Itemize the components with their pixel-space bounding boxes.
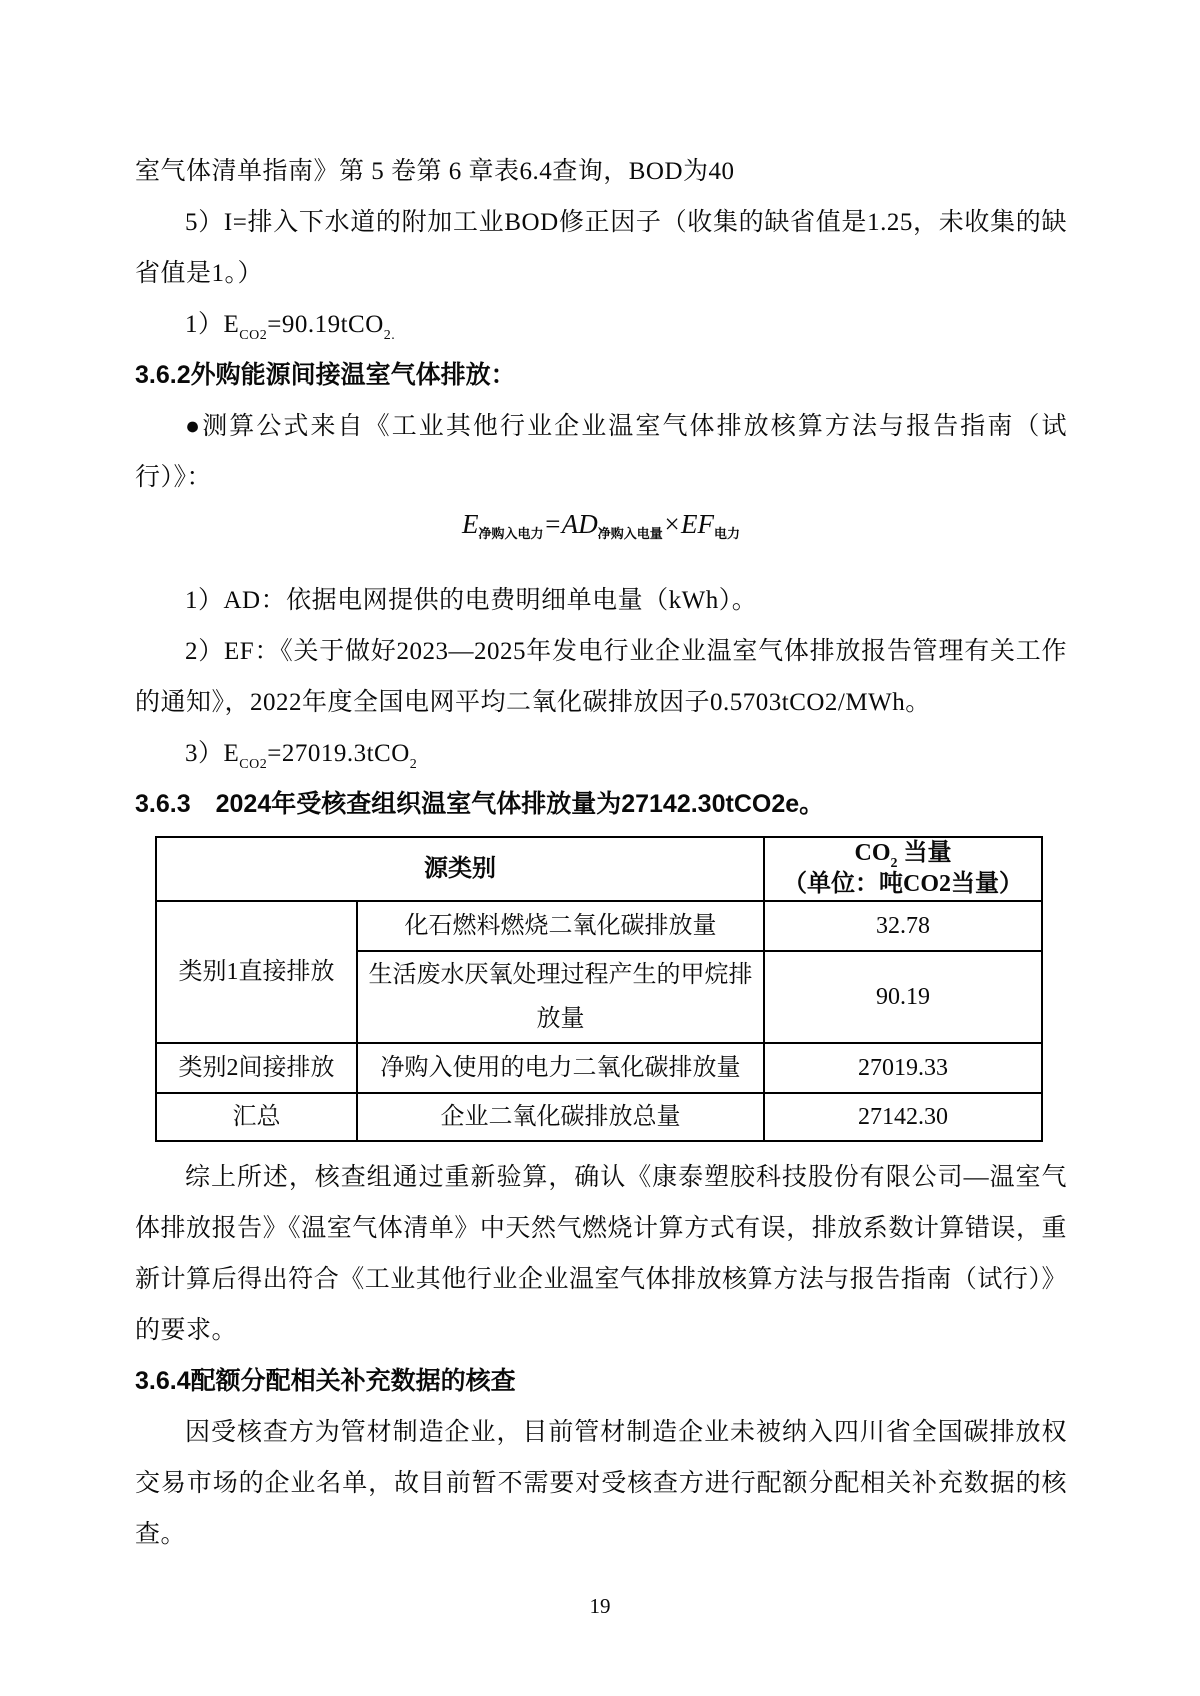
item-ad-definition: 1）AD：依据电网提供的电费明细单电量（kWh）。 [185, 587, 758, 614]
table-row [156, 1093, 1042, 1141]
cell-wastewater-value: 90.19 [764, 951, 1042, 1043]
cell-electricity-item: 净购入使用的电力二氧化碳排放量 [357, 1043, 764, 1093]
paragraph-conclusion: 综上所述，核查组通过重新验算，确认《康泰塑胶科技股份有限公司—温室气体排放报告》《温室气体清单》中天然气燃烧计算方式有误，排放系数计算错误，重新计算后得出符合《工业其他行业企业温室气体排放核算方法与报告指南（试行）》的要求。 [135, 1164, 1067, 1344]
electricity-emission-formula: $E_{净购入电力}=AD_{净购入电量}\times EF_{电力}$ [462, 509, 740, 541]
heading-3-6-4: 3.6.4配额分配相关补充数据的核查 [135, 1367, 516, 1395]
header-source-category: 源类别 [156, 837, 764, 901]
eco2-90-pre: 1）E [185, 311, 240, 338]
eco2-27019-unit-subscript: 2 [409, 757, 418, 772]
formula-sub-purchased-power: 净购入电力 [478, 526, 544, 541]
emissions-summary-table [155, 836, 1043, 1142]
heading-3-6-3: 3.6.3 2024年受核查组织温室气体排放量为27142.30tCO2e。 [135, 790, 825, 818]
heading-3-6-2: 3.6.2外购能源间接温室气体排放： [135, 361, 516, 389]
paragraph-quota-check: 因受核查方为管材制造企业，目前管材制造企业未被纳入四川省全国碳排放权交易市场的企业名单，故目前暂不需要对受核查方进行配额分配相关补充数据的核查。 [135, 1419, 1067, 1548]
formula-source-text: 测算公式来自《工业其他行业企业温室气体排放核算方法与报告指南（试行）》： [135, 413, 1067, 491]
eco2-27019-subscript: CO2 [239, 757, 268, 772]
formula-block [135, 503, 1067, 575]
co2-subscript: 2 [890, 856, 898, 871]
eco2-90-unit-subscript: 2. [383, 328, 396, 343]
formula-sub-electricity: 电力 [713, 526, 740, 541]
table-header-row [156, 837, 1042, 901]
cell-total-item: 企业二氧化碳排放总量 [357, 1093, 764, 1141]
cell-category1-direct: 类别1直接排放 [156, 901, 357, 1043]
cell-fossil-fuel-item: 化石燃料燃烧二氧化碳排放量 [357, 901, 764, 951]
item-ef-definition: 2）EF：《关于做好2023—2025年发电行业企业温室气体排放报告管理有关工作的通知》，2022年度全国电网平均二氧化碳排放因子0.5703tCO2/MWh。 [135, 638, 1067, 716]
paragraph-formula-source [135, 401, 1067, 503]
line-eco2-27019 [135, 728, 1067, 779]
table-row [156, 1043, 1042, 1093]
eco2-27019-value: =27019.3tCO [267, 740, 410, 767]
table-row [156, 901, 1042, 951]
cell-wastewater-item: 生活废水厌氧处理过程产生的甲烷排放量 [357, 951, 764, 1043]
cell-total-value: 27142.30 [764, 1093, 1042, 1141]
formula-sub-purchased-amount: 净购入电量 [597, 526, 663, 541]
cell-electricity-value: 27019.33 [764, 1043, 1042, 1093]
paragraph-bod-factor: 5）I=排入下水道的附加工业BOD修正因子（收集的缺省值是1.25，未收集的缺省值是1。） [135, 209, 1067, 287]
bullet-icon: ● [185, 413, 203, 440]
cell-category2-indirect: 类别2间接排放 [156, 1043, 357, 1093]
page-number: 19 [589, 1594, 611, 1618]
eco2-90-value: =90.19tCO [267, 311, 384, 338]
eco2-90-subscript: CO2 [239, 328, 268, 343]
document-content [135, 146, 1067, 1560]
co2-equivalent-label: $CO_2$ 当量 [854, 840, 952, 871]
paragraph-bod-reference: 室气体清单指南》第 5 卷第 6 章表6.4查询，BOD为40 [135, 158, 735, 185]
co2-unit-label: （单位：吨CO2当量） [783, 871, 1023, 897]
cell-fossil-fuel-value: 32.78 [764, 901, 1042, 951]
header-co2-equivalent [764, 837, 1042, 901]
eco2-27019-pre: 3）E [185, 740, 240, 767]
line-eco2-90 [135, 299, 1067, 350]
cell-total-category: 汇总 [156, 1093, 357, 1141]
